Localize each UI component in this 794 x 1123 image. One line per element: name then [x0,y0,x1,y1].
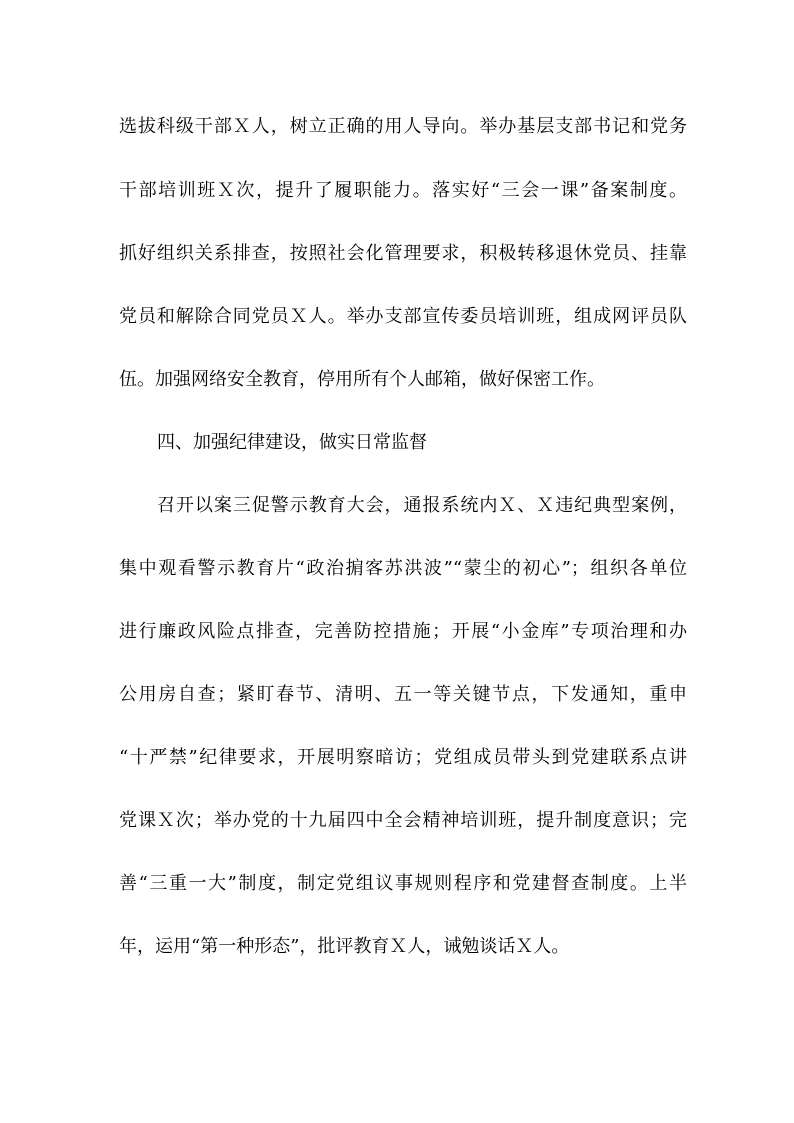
paragraph-1-line-1: 选拔科级干部Ｘ人，树立正确的用人导向。举办基层支部书记和党务 [119,116,687,137]
paragraph-2-line-8: 年，运用“第一种形态”，批评教育Ｘ人，诫勉谈话Ｘ人。 [119,936,570,957]
paragraph-2-line-7: 善“三重一大”制度，制定党组议事规则程序和党建督查制度。上半 [119,873,687,894]
paragraph-1-line-4: 党员和解除合同党员Ｘ人。举办支部宣传委员培训班，组成网评员队 [119,306,687,327]
paragraph-1-line-3: 抓好组织关系排查，按照社会化管理要求，积极转移退休党员、挂靠 [119,243,687,264]
paragraph-2-line-6: 党课Ｘ次；举办党的十九届四中全会精神培训班，提升制度意识；完 [119,810,687,831]
paragraph-2-line-2: 集中观看警示教育片“政治掮客苏洪波”“蒙尘的初心”；组织各单位 [119,558,687,579]
paragraph-2-line-1: 召开以案三促警示教育大会，通报系统内Ｘ、Ｘ违纪典型案例， [157,495,687,516]
paragraph-1-line-2: 干部培训班Ｘ次，提升了履职能力。落实好“三会一课”备案制度。 [119,180,687,201]
paragraph-1-line-5: 伍。加强网络安全教育，停用所有个人邮箱，做好保密工作。 [119,369,605,390]
paragraph-2-line-4: 公用房自查；紧盯春节、清明、五一等关键节点，下发通知，重申 [119,684,687,705]
paragraph-2-line-5: “十严禁”纪律要求，开展明察暗访；党组成员带头到党建联系点讲 [119,747,687,768]
section-heading: 四、加强纪律建设，做实日常监督 [157,432,427,453]
paragraph-2-line-3: 进行廉政风险点排查，完善防控措施；开展“小金库”专项治理和办 [119,621,687,642]
